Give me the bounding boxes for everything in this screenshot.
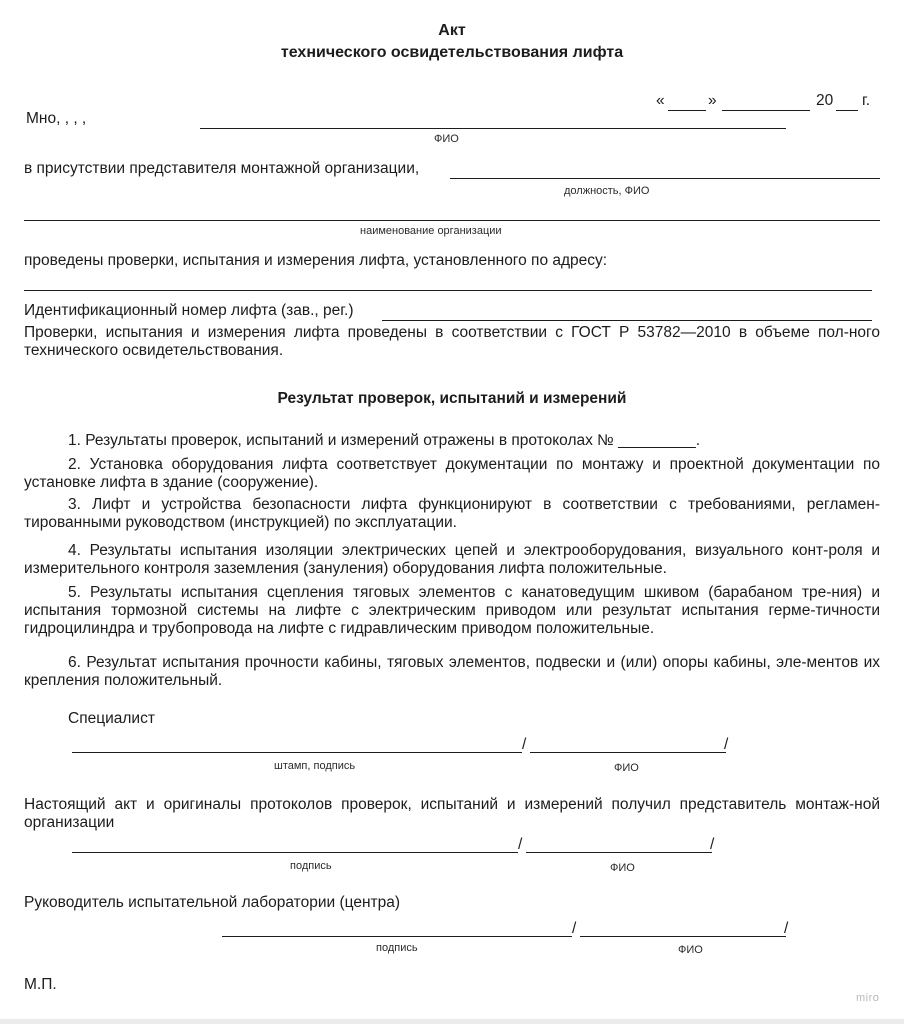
date-close-quote: » (708, 92, 717, 109)
representative-fio-line (526, 852, 712, 853)
organization-blank (24, 220, 880, 221)
lift-id-blank (382, 320, 872, 321)
result-item-3: 3. Лифт и устройства безопасности лифта функционируют в соответствии с требованиями, регламен-тированными руководством (инструкцией) по эксплуатации. (24, 496, 880, 531)
signature-caption-1: подпись (290, 860, 332, 872)
date-year-prefix: 20 (816, 92, 834, 109)
organization-caption: наименование организации (360, 225, 502, 237)
document-subtitle: технического освидетельствования лифта (280, 44, 624, 61)
results-heading: Результат проверок, испытаний и измерений (277, 390, 627, 407)
intro-line-3: проведены проверки, испытания и измерения лифта, установленного по адресу: (24, 252, 608, 269)
date-day-blank (668, 110, 706, 111)
specialist-label: Специалист (68, 710, 155, 727)
representative-blank (450, 178, 880, 179)
lab-head-signature-blank (222, 936, 572, 937)
result-item-2: 2. Установка оборудования лифта соответствует документации по монтажу и проектной документации по установке лифта в здание (сооружение). (24, 456, 880, 491)
date-month-blank (722, 110, 810, 111)
slash-2: / (724, 736, 729, 753)
result-item-5: 5. Результаты испытания сцепления тяговых элементов с канатоведущим шкивом (барабаном тре-ния) и испытания тормозной системы на лифте с электрическим приводом или результат испытания герме-тичности гидроцилиндра и трубопровода на лифте с гидравлическим приводом положительные. (24, 584, 880, 637)
lab-head-fio-line (580, 936, 786, 937)
specialist-fio-blank (200, 128, 786, 129)
date-year-suffix: г. (862, 92, 871, 109)
position-fio-caption: должность, ФИО (564, 185, 650, 197)
slash-6: / (784, 920, 789, 937)
slash-5: / (572, 920, 577, 937)
fio-caption-2: ФИО (614, 762, 639, 774)
specialist-fio-line (530, 752, 726, 753)
fio-caption-1: ФИО (434, 133, 459, 145)
intro-line-1: Мно, , , , (26, 110, 87, 127)
intro-line-2: в присутствии представителя монтажной организации, (24, 160, 420, 177)
slash-4: / (710, 836, 715, 853)
miro-watermark: miro (856, 992, 880, 1004)
fio-caption-3: ФИО (610, 862, 635, 874)
conformity-statement: Проверки, испытания и измерения лифта проведены в соответствии с ГОСТ Р 53782—2010 в объеме пол-ного технического освидетельствования. (24, 324, 880, 359)
result-item-1: 1. Результаты проверок, испытаний и измерений отражены в протоколах № _________. (68, 432, 700, 449)
document-title: Акт (438, 22, 466, 39)
result-item-6: 6. Результат испытания прочности кабины, тяговых элементов, подвески и (или) опоры кабины, эле-ментов их крепления положительный. (24, 654, 880, 689)
representative-signature-blank (72, 852, 518, 853)
slash-1: / (522, 736, 527, 753)
page-bottom-edge (0, 1019, 904, 1024)
address-blank (24, 290, 872, 291)
lift-id-label: Идентификационный номер лифта (зав., рег.) (24, 302, 354, 319)
signature-caption-2: подпись (376, 942, 418, 954)
stamp-signature-caption: штамп, подпись (274, 760, 356, 772)
received-statement: Настоящий акт и оригиналы протоколов проверок, испытаний и измерений получил представитель монтаж-ной организации (24, 796, 880, 831)
seal-mark: М.П. (24, 976, 57, 993)
date-year-blank (836, 110, 858, 111)
fio-caption-4: ФИО (678, 944, 703, 956)
lab-head-label: Руководитель испытательной лаборатории (центра) (24, 894, 401, 911)
date-open-quote: « (656, 92, 665, 109)
result-item-4: 4. Результаты испытания изоляции электрических цепей и электрооборудования, визуального конт-роля и измерительного контроля заземления (зануления) оборудования лифта положительные. (24, 542, 880, 577)
slash-3: / (518, 836, 523, 853)
specialist-signature-blank (72, 752, 522, 753)
